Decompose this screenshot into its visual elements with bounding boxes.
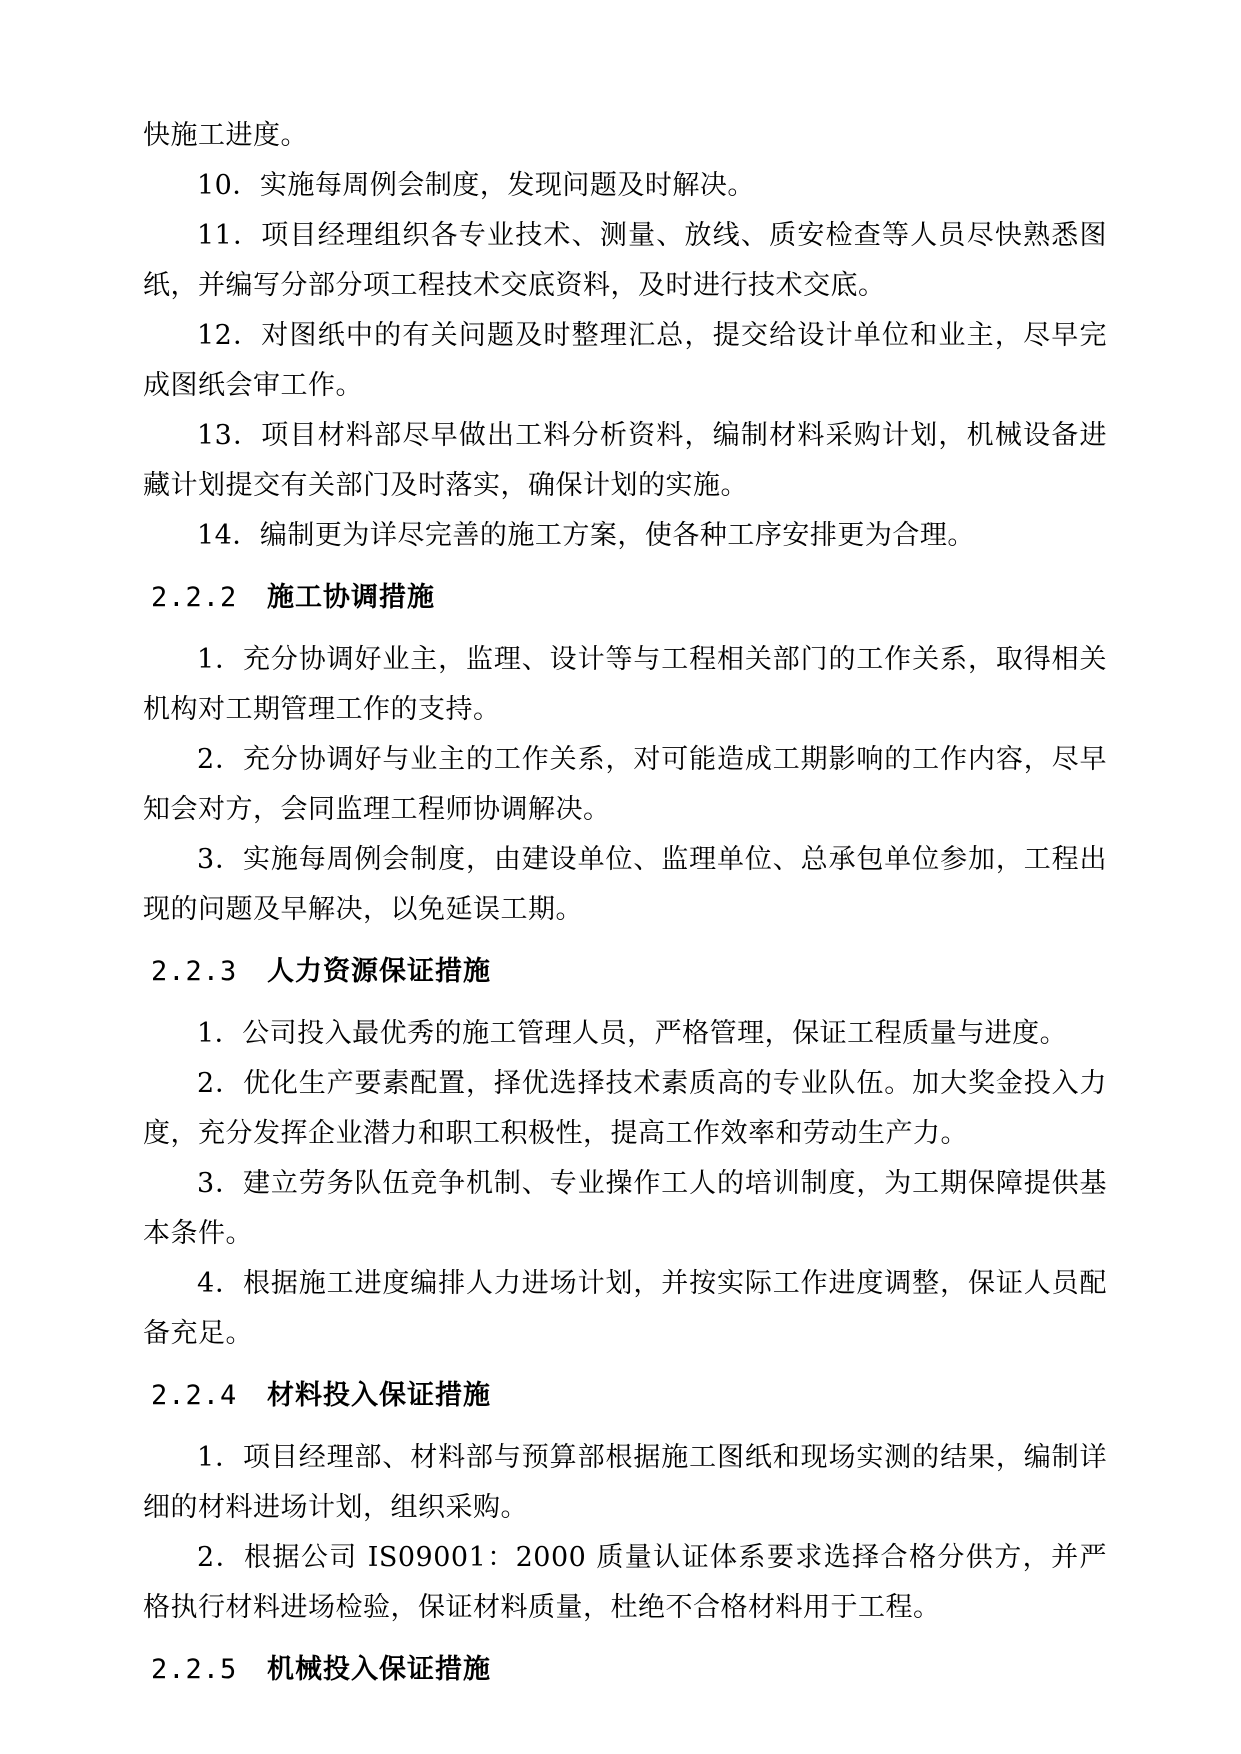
list-item: 1．充分协调好业主，监理、设计等与工程相关部门的工作关系，取得相关机构对工期管理工作的支持。: [143, 644, 1107, 725]
document-body: [143, 111, 1107, 1707]
section-heading-2-2-3: [151, 947, 1107, 997]
section-number: 2.2.5: [151, 1654, 238, 1685]
list-item: 2．根据公司 IS09001：2000 质量认证体系要求选择合格分供方，并严格执行材料进场检验，保证材料质量，杜绝不合格材料用于工程。: [143, 1542, 1107, 1623]
section-title: 材料投入保证措施: [267, 1380, 491, 1411]
list-item-14: 14．编制更为详尽完善的施工方案，使各种工序安排更为合理。: [197, 520, 975, 551]
section-title: 施工协调措施: [267, 582, 435, 613]
list-item: 1．项目经理部、材料部与预算部根据施工图纸和现场实测的结果，编制详细的材料进场计划，组织采购。: [143, 1442, 1107, 1523]
list-item-10: 10．实施每周例会制度，发现问题及时解决。: [197, 170, 755, 201]
list-item-13: 13．项目材料部尽早做出工料分析资料，编制材料采购计划，机械设备进藏计划提交有关部门及时落实，确保计划的实施。: [143, 420, 1107, 501]
section-title: 人力资源保证措施: [267, 956, 491, 987]
list-item: 2．充分协调好与业主的工作关系，对可能造成工期影响的工作内容，尽早知会对方，会同监理工程师协调解决。: [143, 744, 1107, 825]
list-item: 1．公司投入最优秀的施工管理人员，严格管理，保证工程质量与进度。: [197, 1018, 1068, 1049]
list-item: 3．建立劳务队伍竞争机制、专业操作工人的培训制度，为工期保障提供基本条件。: [143, 1168, 1107, 1249]
section-heading-2-2-2: [151, 573, 1107, 623]
list-item: 4．根据施工进度编排人力进场计划，并按实际工作进度调整，保证人员配备充足。: [143, 1268, 1107, 1349]
section-number: 2.2.4: [151, 1380, 238, 1411]
section-heading-2-2-5: [151, 1645, 1107, 1695]
section-heading-2-2-4: [151, 1371, 1107, 1421]
list-item-12: 12．对图纸中的有关问题及时整理汇总，提交给设计单位和业主，尽早完成图纸会审工作。: [143, 320, 1107, 401]
section-title: 机械投入保证措施: [267, 1654, 491, 1685]
list-item-11: 11．项目经理组织各专业技术、测量、放线、质安检查等人员尽快熟悉图纸，并编写分部分项工程技术交底资料，及时进行技术交底。: [143, 220, 1107, 301]
section-number: 2.2.2: [151, 582, 238, 613]
list-item: 2．优化生产要素配置，择优选择技术素质高的专业队伍。加大奖金投入力度，充分发挥企业潜力和职工积极性，提高工作效率和劳动生产力。: [143, 1068, 1107, 1149]
list-item: 3．实施每周例会制度，由建设单位、监理单位、总承包单位参加，工程出现的问题及早解决，以免延误工期。: [143, 844, 1107, 925]
paragraph: 快施工进度。: [143, 120, 308, 151]
section-number: 2.2.3: [151, 956, 238, 987]
